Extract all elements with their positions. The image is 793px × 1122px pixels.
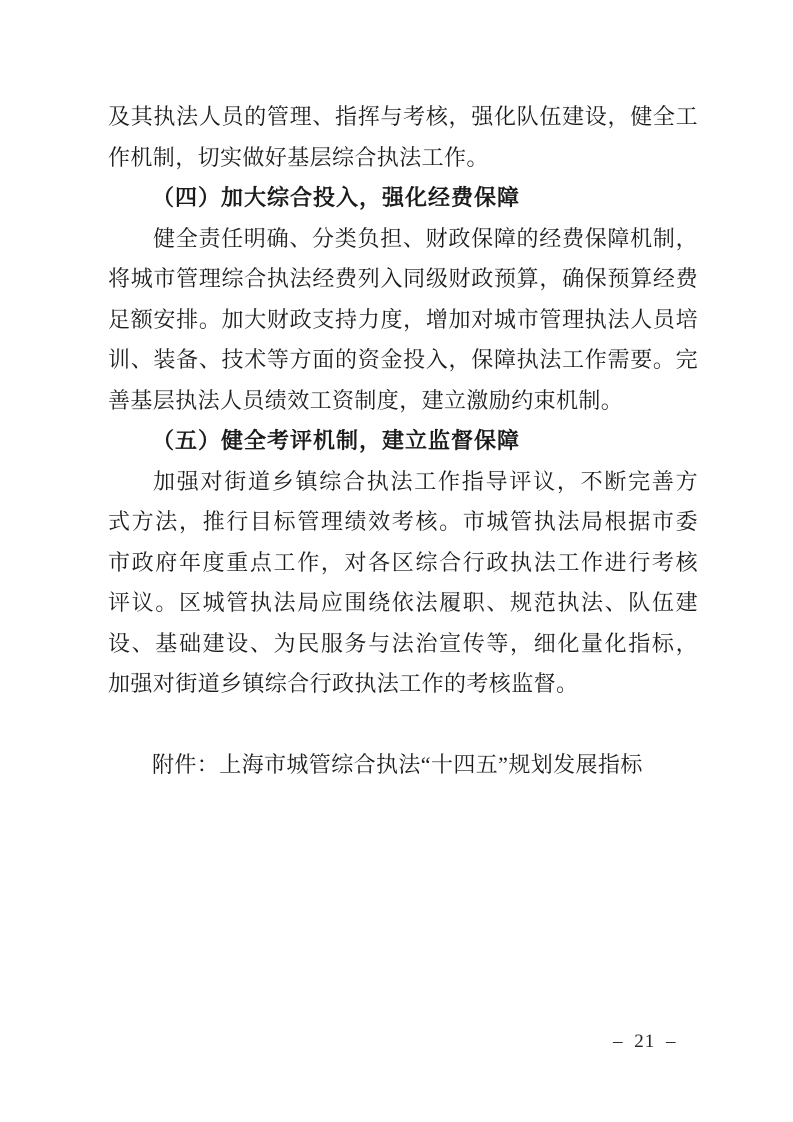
blank-line [108,705,698,746]
text-line: 善基层执法人员绩效工资制度，建立激励约束机制。 [108,387,624,413]
section-heading: （五）健全考评机制，建立监督保障 [152,428,521,453]
attachment-note: 附件：上海市城管综合执法“十四五”规划发展指标 [152,752,643,777]
text-line: 评议。区城管执法局应围绕依法履职、规范执法、队伍建 [108,590,698,615]
text-line: 加强对街道乡镇综合行政执法工作的考核监督。 [108,671,579,696]
text-line: 将城市管理综合执法经费列入同级财政预算，确保预算经费 [108,266,698,291]
text-line: 足额安排。加大财政支持力度，增加对城市管理执法人员培 [108,306,698,332]
text-line: 加强对街道乡镇综合执法工作指导评议，不断完善方 [153,468,698,494]
text-line: 作机制，切实做好基层综合执法工作。 [108,144,489,170]
text-line: 训、装备、技术等方面的资金投入，保障执法工作需要。完 [108,347,698,372]
document-body [108,97,698,786]
text-line: 健全责任明确、分类负担、财政保障的经费保障机制， [153,225,698,251]
text-line: 及其执法人员的管理、指挥与考核，强化队伍建设，健全工 [108,104,698,129]
text-line: 设、基础建设、为民服务与法治宣传等，细化量化指标， [108,630,698,656]
text-line: 市政府年度重点工作，对各区综合行政执法工作进行考核 [108,549,698,575]
page-number: – 21 – [613,1031,677,1052]
text-line: 式方法，推行目标管理绩效考核。市城管执法局根据市委 [108,509,698,534]
section-heading: （四）加大综合投入，强化经费保障 [152,185,521,210]
